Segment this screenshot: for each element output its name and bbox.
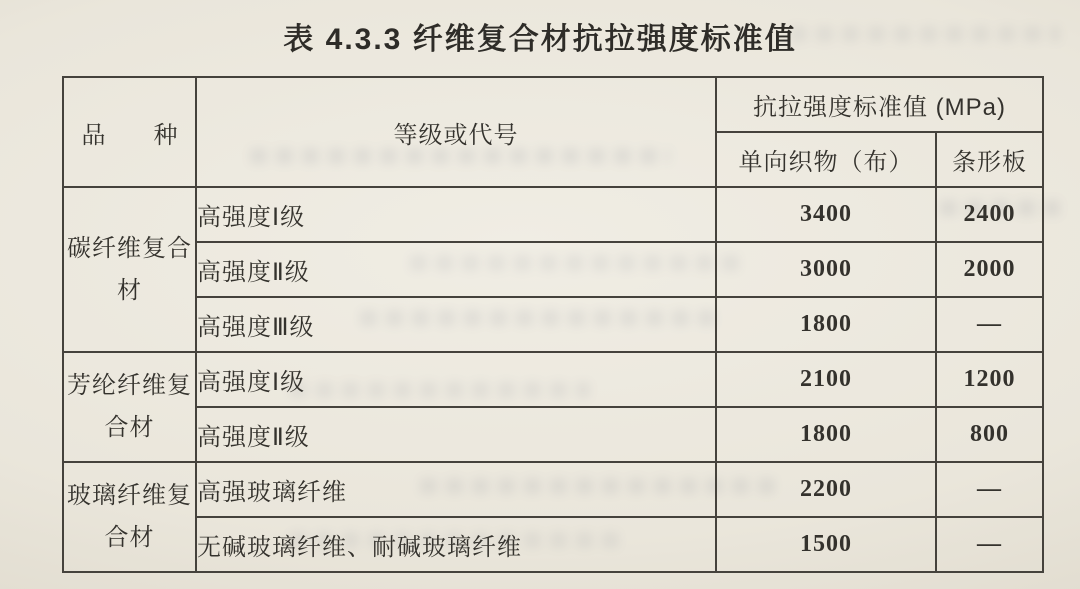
fabric-value-cell: 1800 <box>716 407 936 462</box>
grade-cell: 高强度Ⅰ级 <box>196 187 716 242</box>
species-cell-aramid: 芳纶纤维复合材 <box>63 352 196 462</box>
plate-value-cell: 2000 <box>936 242 1043 297</box>
grade-cell: 无碱玻璃纤维、耐碱玻璃纤维 <box>196 517 716 572</box>
table-header-row-1 <box>63 77 1043 132</box>
fabric-value-cell: 1800 <box>716 297 936 352</box>
grade-cell: 高强度Ⅰ级 <box>196 352 716 407</box>
plate-value-cell: 2400 <box>936 187 1043 242</box>
grade-cell: 高强玻璃纤维 <box>196 462 716 517</box>
plate-value-cell: — <box>936 517 1043 572</box>
header-strength-group: 抗拉强度标准值 (MPa) <box>716 77 1043 132</box>
species-cell-carbon: 碳纤维复合材 <box>63 187 196 352</box>
header-grade: 等级或代号 <box>196 77 716 187</box>
grade-cell: 高强度Ⅲ级 <box>196 297 716 352</box>
table-row <box>63 187 1043 242</box>
plate-value-cell: 1200 <box>936 352 1043 407</box>
species-cell-glass: 玻璃纤维复合材 <box>63 462 196 572</box>
table-row <box>63 297 1043 352</box>
grade-cell: 高强度Ⅱ级 <box>196 407 716 462</box>
fabric-value-cell: 2200 <box>716 462 936 517</box>
fabric-value-cell: 2100 <box>716 352 936 407</box>
header-plate: 条形板 <box>936 132 1043 187</box>
plate-value-cell: 800 <box>936 407 1043 462</box>
table-row <box>63 352 1043 407</box>
table-title: 表 4.3.3 纤维复合材抗拉强度标准值 <box>283 23 797 56</box>
fabric-value-cell: 3400 <box>716 187 936 242</box>
grade-cell: 高强度Ⅱ级 <box>196 242 716 297</box>
table-row <box>63 462 1043 517</box>
table-row <box>63 242 1043 297</box>
fabric-value-cell: 1500 <box>716 517 936 572</box>
table-row <box>63 407 1043 462</box>
fabric-value-cell: 3000 <box>716 242 936 297</box>
table-row <box>63 517 1043 572</box>
header-fabric: 单向织物（布） <box>716 132 936 187</box>
header-species: 品 种 <box>63 77 196 187</box>
plate-value-cell: — <box>936 462 1043 517</box>
plate-value-cell: — <box>936 297 1043 352</box>
strength-table <box>62 76 1044 573</box>
